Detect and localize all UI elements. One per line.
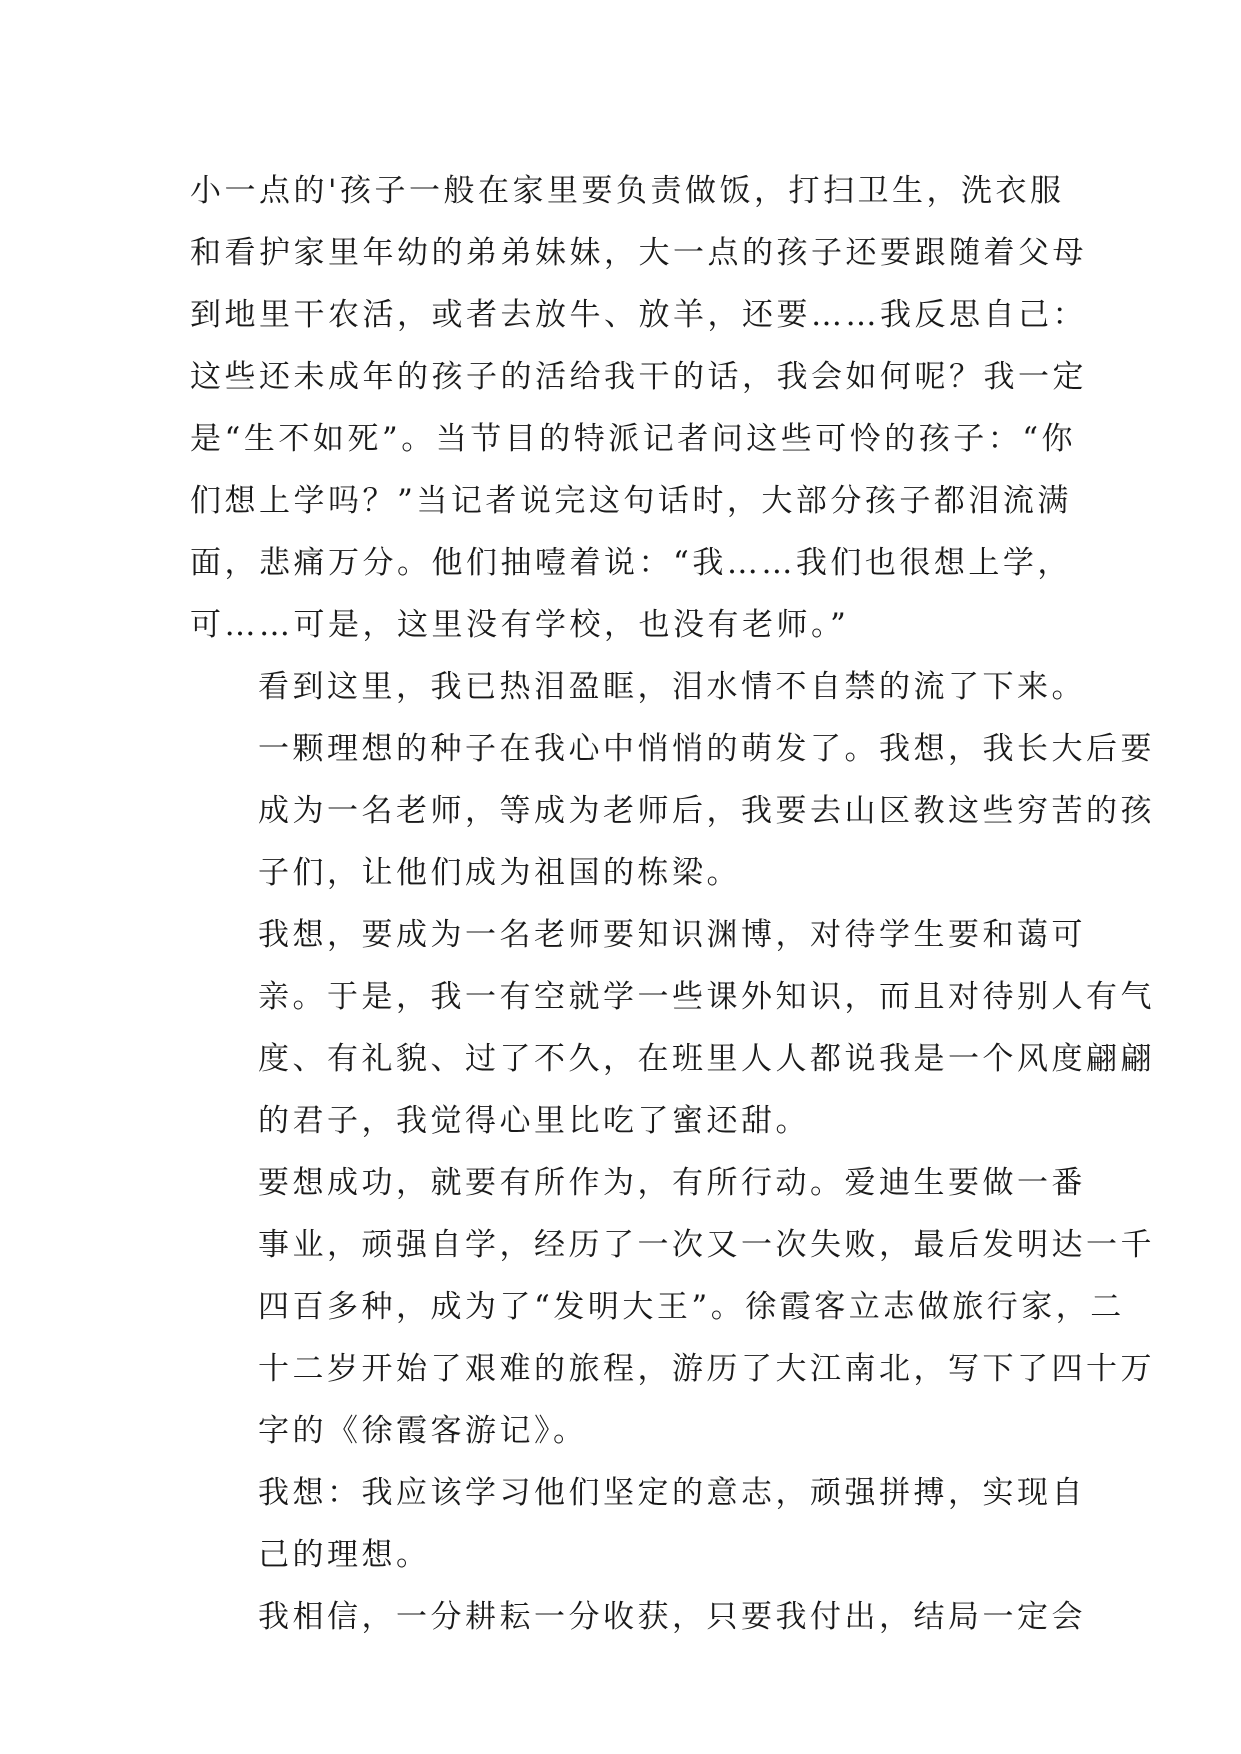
text-line: 是“生不如死”。当节目的特派记者问这些可怜的孩子：“你: [190, 421, 1077, 457]
text-line: 和看护家里年幼的弟弟妹妹，大一点的孩子还要跟随着父母: [190, 235, 1087, 271]
text-line: 可……可是，这里没有学校，也没有老师。”: [190, 607, 850, 643]
paragraph: [190, 160, 1087, 656]
paragraph: [190, 1586, 1086, 1648]
text-line: 我想：我应该学习他们坚定的意志，顽强拼搏，实现自: [258, 1475, 1086, 1511]
text-line: 亲。于是，我一有空就学一些课外知识，而且对待别人有气: [258, 979, 1155, 1015]
text-line: 度、有礼貌、过了不久，在班里人人都说我是一个风度翩翩: [258, 1041, 1155, 1077]
text-line: 到地里干农活，或者去放牛、放羊，还要……我反思自己：: [190, 297, 1087, 333]
text-line: 一颗理想的种子在我心中悄悄的萌发了。我想，我长大后要: [258, 731, 1155, 767]
text-line: 的君子，我觉得心里比吃了蜜还甜。: [258, 1103, 810, 1139]
paragraph: [190, 904, 1155, 1152]
text-line: 面，悲痛万分。他们抽噎着说：“我……我们也很想上学，: [190, 545, 1072, 581]
text-line: 成为一名老师，等成为老师后，我要去山区教这些穷苦的孩: [258, 793, 1155, 829]
text-line: 们想上学吗？”当记者说完这句话时，大部分孩子都泪流满: [190, 483, 1072, 519]
text-line: 四百多种，成为了“发明大王”。徐霞客立志做旅行家，二: [258, 1289, 1125, 1325]
text-line: 子们，让他们成为祖国的栋梁。: [258, 855, 741, 891]
text-line: 我想，要成为一名老师要知识渊博，对待学生要和蔼可: [258, 917, 1086, 953]
paragraph: [190, 1462, 1086, 1586]
text-line: 我相信，一分耕耘一分收获，只要我付出，结局一定会: [258, 1599, 1086, 1635]
document-body: [190, 160, 1155, 1648]
text-line: 己的理想。: [258, 1537, 431, 1573]
text-line: 小一点的'孩子一般在家里要负责做饭，打扫卫生，洗衣服: [190, 173, 1065, 209]
text-line: 十二岁开始了艰难的旅程，游历了大江南北，写下了四十万: [258, 1351, 1155, 1387]
text-line: 要想成功，就要有所作为，有所行动。爱迪生要做一番: [258, 1165, 1086, 1201]
text-line: 这些还未成年的孩子的活给我干的话，我会如何呢？我一定: [190, 359, 1087, 395]
paragraph: [190, 656, 1155, 904]
text-line: 看到这里，我已热泪盈眶，泪水情不自禁的流了下来。: [258, 669, 1086, 705]
paragraph: [190, 1152, 1155, 1462]
text-line: 事业，顽强自学，经历了一次又一次失败，最后发明达一千: [258, 1227, 1155, 1263]
text-line: 字的《徐霞客游记》。: [258, 1413, 588, 1449]
